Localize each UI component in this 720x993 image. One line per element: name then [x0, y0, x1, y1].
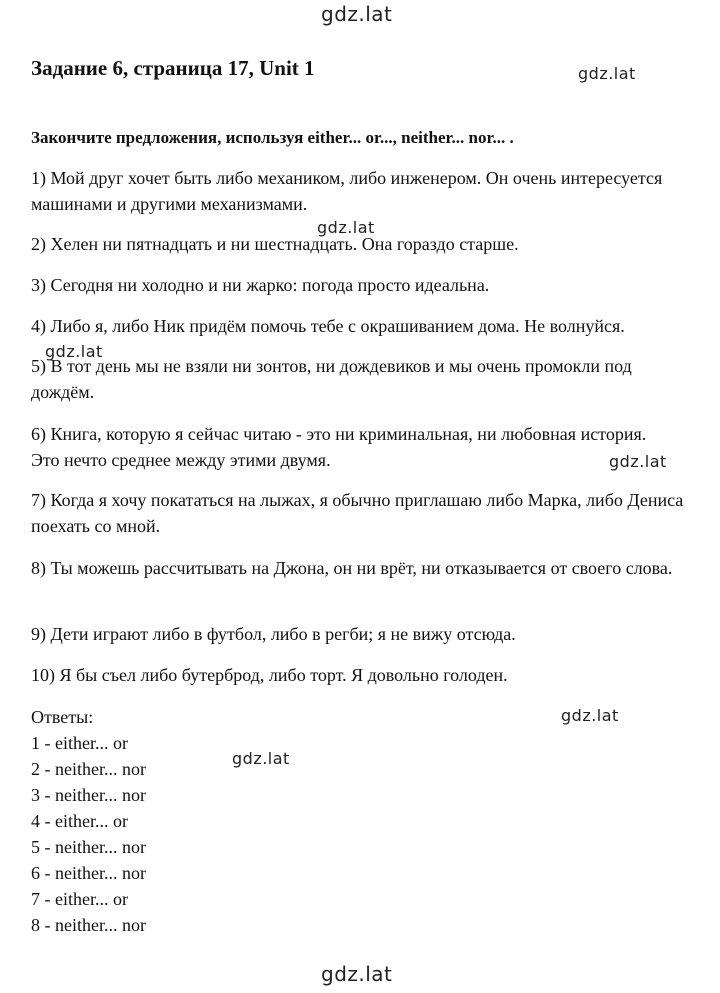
answer-item: 4 - either... or [31, 811, 128, 831]
answer-item: 5 - neither... nor [31, 837, 146, 857]
watermark-bottom: gdz.lat [321, 962, 393, 986]
sentence-9: 9) Дети играют либо в футбол, либо в регби; я не вижу отсюда. [31, 624, 516, 644]
watermark: gdz.lat [578, 64, 636, 83]
task-instruction: Закончите предложения, используя either... or..., neither... nor... . [31, 128, 514, 147]
answer-item: 1 - either... or [31, 733, 128, 753]
answer-item: 7 - either... or [31, 889, 128, 909]
sentence-8: 8) Ты можешь рассчитывать на Джона, он ни врёт, ни отказывается от своего слова. [31, 558, 673, 578]
sentence-3: 3) Сегодня ни холодно и ни жарко: погода просто идеальна. [31, 275, 490, 295]
answers-list [31, 730, 146, 938]
watermark: gdz.lat [609, 452, 667, 471]
sentence-1: 1) Мой друг хочет быть либо механиком, либо инженером. Он очень интересуется машинами и другими механизмами. [31, 168, 663, 214]
page-title: Задание 6, страница 17, Unit 1 [31, 56, 315, 80]
answer-item: 2 - neither... nor [31, 759, 146, 779]
watermark-top: gdz.lat [321, 2, 393, 26]
answers-heading: Ответы: [31, 707, 94, 727]
sentence-6: 6) Книга, которую я сейчас читаю - это ни криминальная, ни любовная история. Это нечто среднее между этими двумя. [31, 424, 647, 470]
sentence-10: 10) Я бы съел либо бутерброд, либо торт. Я довольно голоден. [31, 665, 508, 685]
sentence-7: 7) Когда я хочу покататься на лыжах, я обычно приглашаю либо Марка, либо Дениса поехать со мной. [31, 490, 684, 536]
answer-item: 8 - neither... nor [31, 915, 146, 935]
watermark: gdz.lat [232, 749, 290, 768]
sentence-4: 4) Либо я, либо Ник придём помочь тебе с окрашиванием дома. Не волнуйся. [31, 316, 625, 336]
sentence-2: 2) Хелен ни пятнадцать и ни шестнадцать. Она гораздо старше. [31, 234, 519, 254]
answer-item: 6 - neither... nor [31, 863, 146, 883]
watermark: gdz.lat [317, 218, 375, 237]
sentence-5: 5) В тот день мы не взяли ни зонтов, ни дождевиков и мы очень промокли под дождём. [31, 356, 632, 402]
answer-item: 3 - neither... nor [31, 785, 146, 805]
watermark: gdz.lat [561, 706, 619, 725]
watermark: gdz.lat [45, 342, 103, 361]
